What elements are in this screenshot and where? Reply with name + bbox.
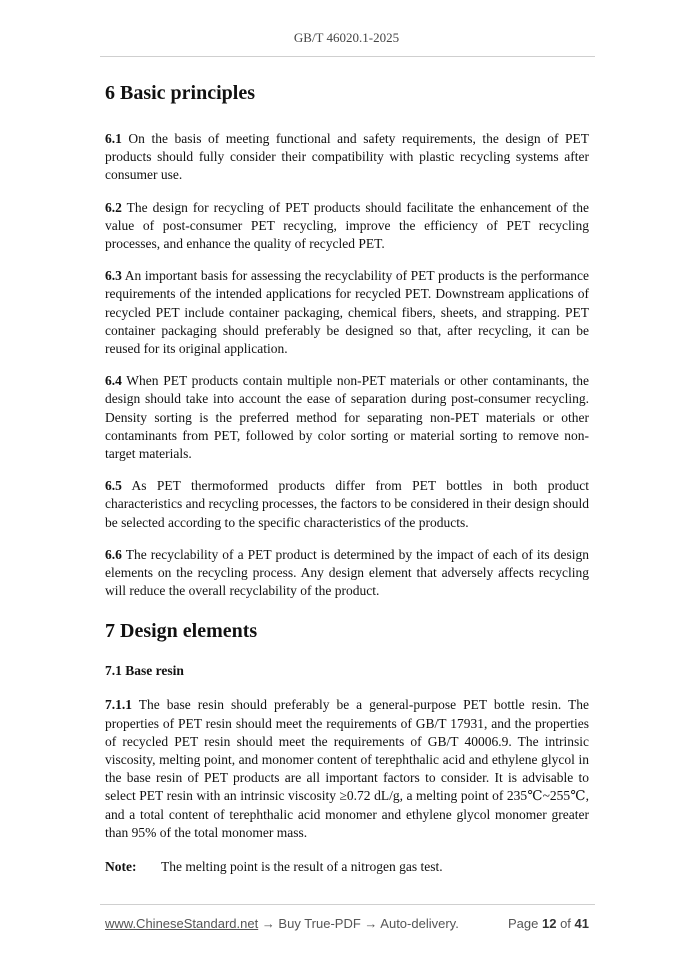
clause-text: As PET thermoformed products differ from PET bottles in both product characteristics and recycling processes, the factors to be considered in their design should be selected according to the specific characteristics of the products. (105, 478, 589, 530)
clause-number: 6.6 (105, 546, 122, 562)
note-label: Note: (105, 859, 137, 875)
note-text: The melting point is the result of a nitrogen gas test. (161, 859, 443, 875)
clause-number: 6.3 (105, 268, 122, 284)
of-label: of (556, 916, 575, 931)
clause-6-6 (105, 546, 589, 601)
clause-text: When PET products contain multiple non-PET materials or other contaminants, the design should take into account the ease of separation during post-consumer recycling. Density sorting is the preferred method for separating non-PET materials or other contaminants from PET, followed by color sorting or material sorting to remove non-target materials. (105, 373, 589, 462)
clause-6-1 (105, 130, 589, 185)
footer-divider (100, 904, 595, 905)
section-6-title: 6 Basic principles (105, 82, 256, 104)
document-id-header: GB/T 46020.1-2025 (293, 30, 400, 45)
clause-number: 7.1.1 (105, 697, 132, 713)
clause-number: 6.5 (105, 478, 122, 494)
section-7-title: 7 Design elements (105, 620, 258, 643)
clause-6-3 (105, 267, 589, 358)
note (105, 858, 589, 876)
clause-6-5 (105, 477, 589, 532)
clause-6-4 (105, 372, 589, 463)
clause-text: An important basis for assessing the recyclability of PET products is the performance requirements of the intended applications for recycled PET. Downstream applications of recycled PET include container packaging, chemical fibers, sheets, and strapping. PET container packaging should preferably be designed so that, after recycling, it can be reused for its original application. (105, 268, 589, 357)
page-label: Page (508, 916, 542, 931)
clause-text: The recyclability of a PET product is determined by the impact of each of its design elements on the recycling process. Any design element that adversely affects recycling will reduce the overall recyclability of the product. (105, 546, 589, 599)
footer-promo (105, 916, 459, 931)
total-pages: 41 (574, 916, 589, 931)
clause-text: The base resin should preferably be a general-purpose PET bottle resin. The properties of PET resin should meet the requirements of GB/T 17931, and the properties of recycled PET resin should meet the requirements of GB/T 40006.9. The intrinsic viscosity, melting point, and monomer content of terephthalic acid and ethylene glycol in the base resin of PET products are all important factors to consider. It is advisable to select PET resin with an intrinsic viscosity ≥0.72 dL/g, a melting point of 235℃~255℃, and a total content of terephthalic acid monomer and ethylene glycol monomer greater than 95% of the total monomer mass. (105, 697, 589, 840)
clause-text: On the basis of meeting functional and safety requirements, the design of PET products should fully consider their compatibility with plastic recycling systems after consumer use. (105, 131, 589, 183)
clause-number: 6.4 (105, 373, 122, 389)
clause-7-1-1 (105, 696, 589, 842)
subsection-7-1-title: 7.1 Base resin (105, 663, 184, 679)
clause-text: The design for recycling of PET products should facilitate the enhancement of the value of post-consumer PET recycling, improve the efficiency of PET recycling processes, and enhance the quality of recycled PET. (105, 199, 589, 252)
page-number: 12 (541, 916, 557, 931)
website-link[interactable]: www.ChineseStandard.net (105, 916, 259, 931)
header-divider (100, 56, 595, 57)
footer-promo-text: → Buy True-PDF → Auto-delivery. (258, 916, 459, 931)
clause-number: 6.1 (105, 131, 122, 146)
page-counter (508, 916, 589, 931)
clause-number: 6.2 (105, 199, 122, 215)
clause-6-2 (105, 199, 589, 254)
page-content (105, 80, 589, 876)
